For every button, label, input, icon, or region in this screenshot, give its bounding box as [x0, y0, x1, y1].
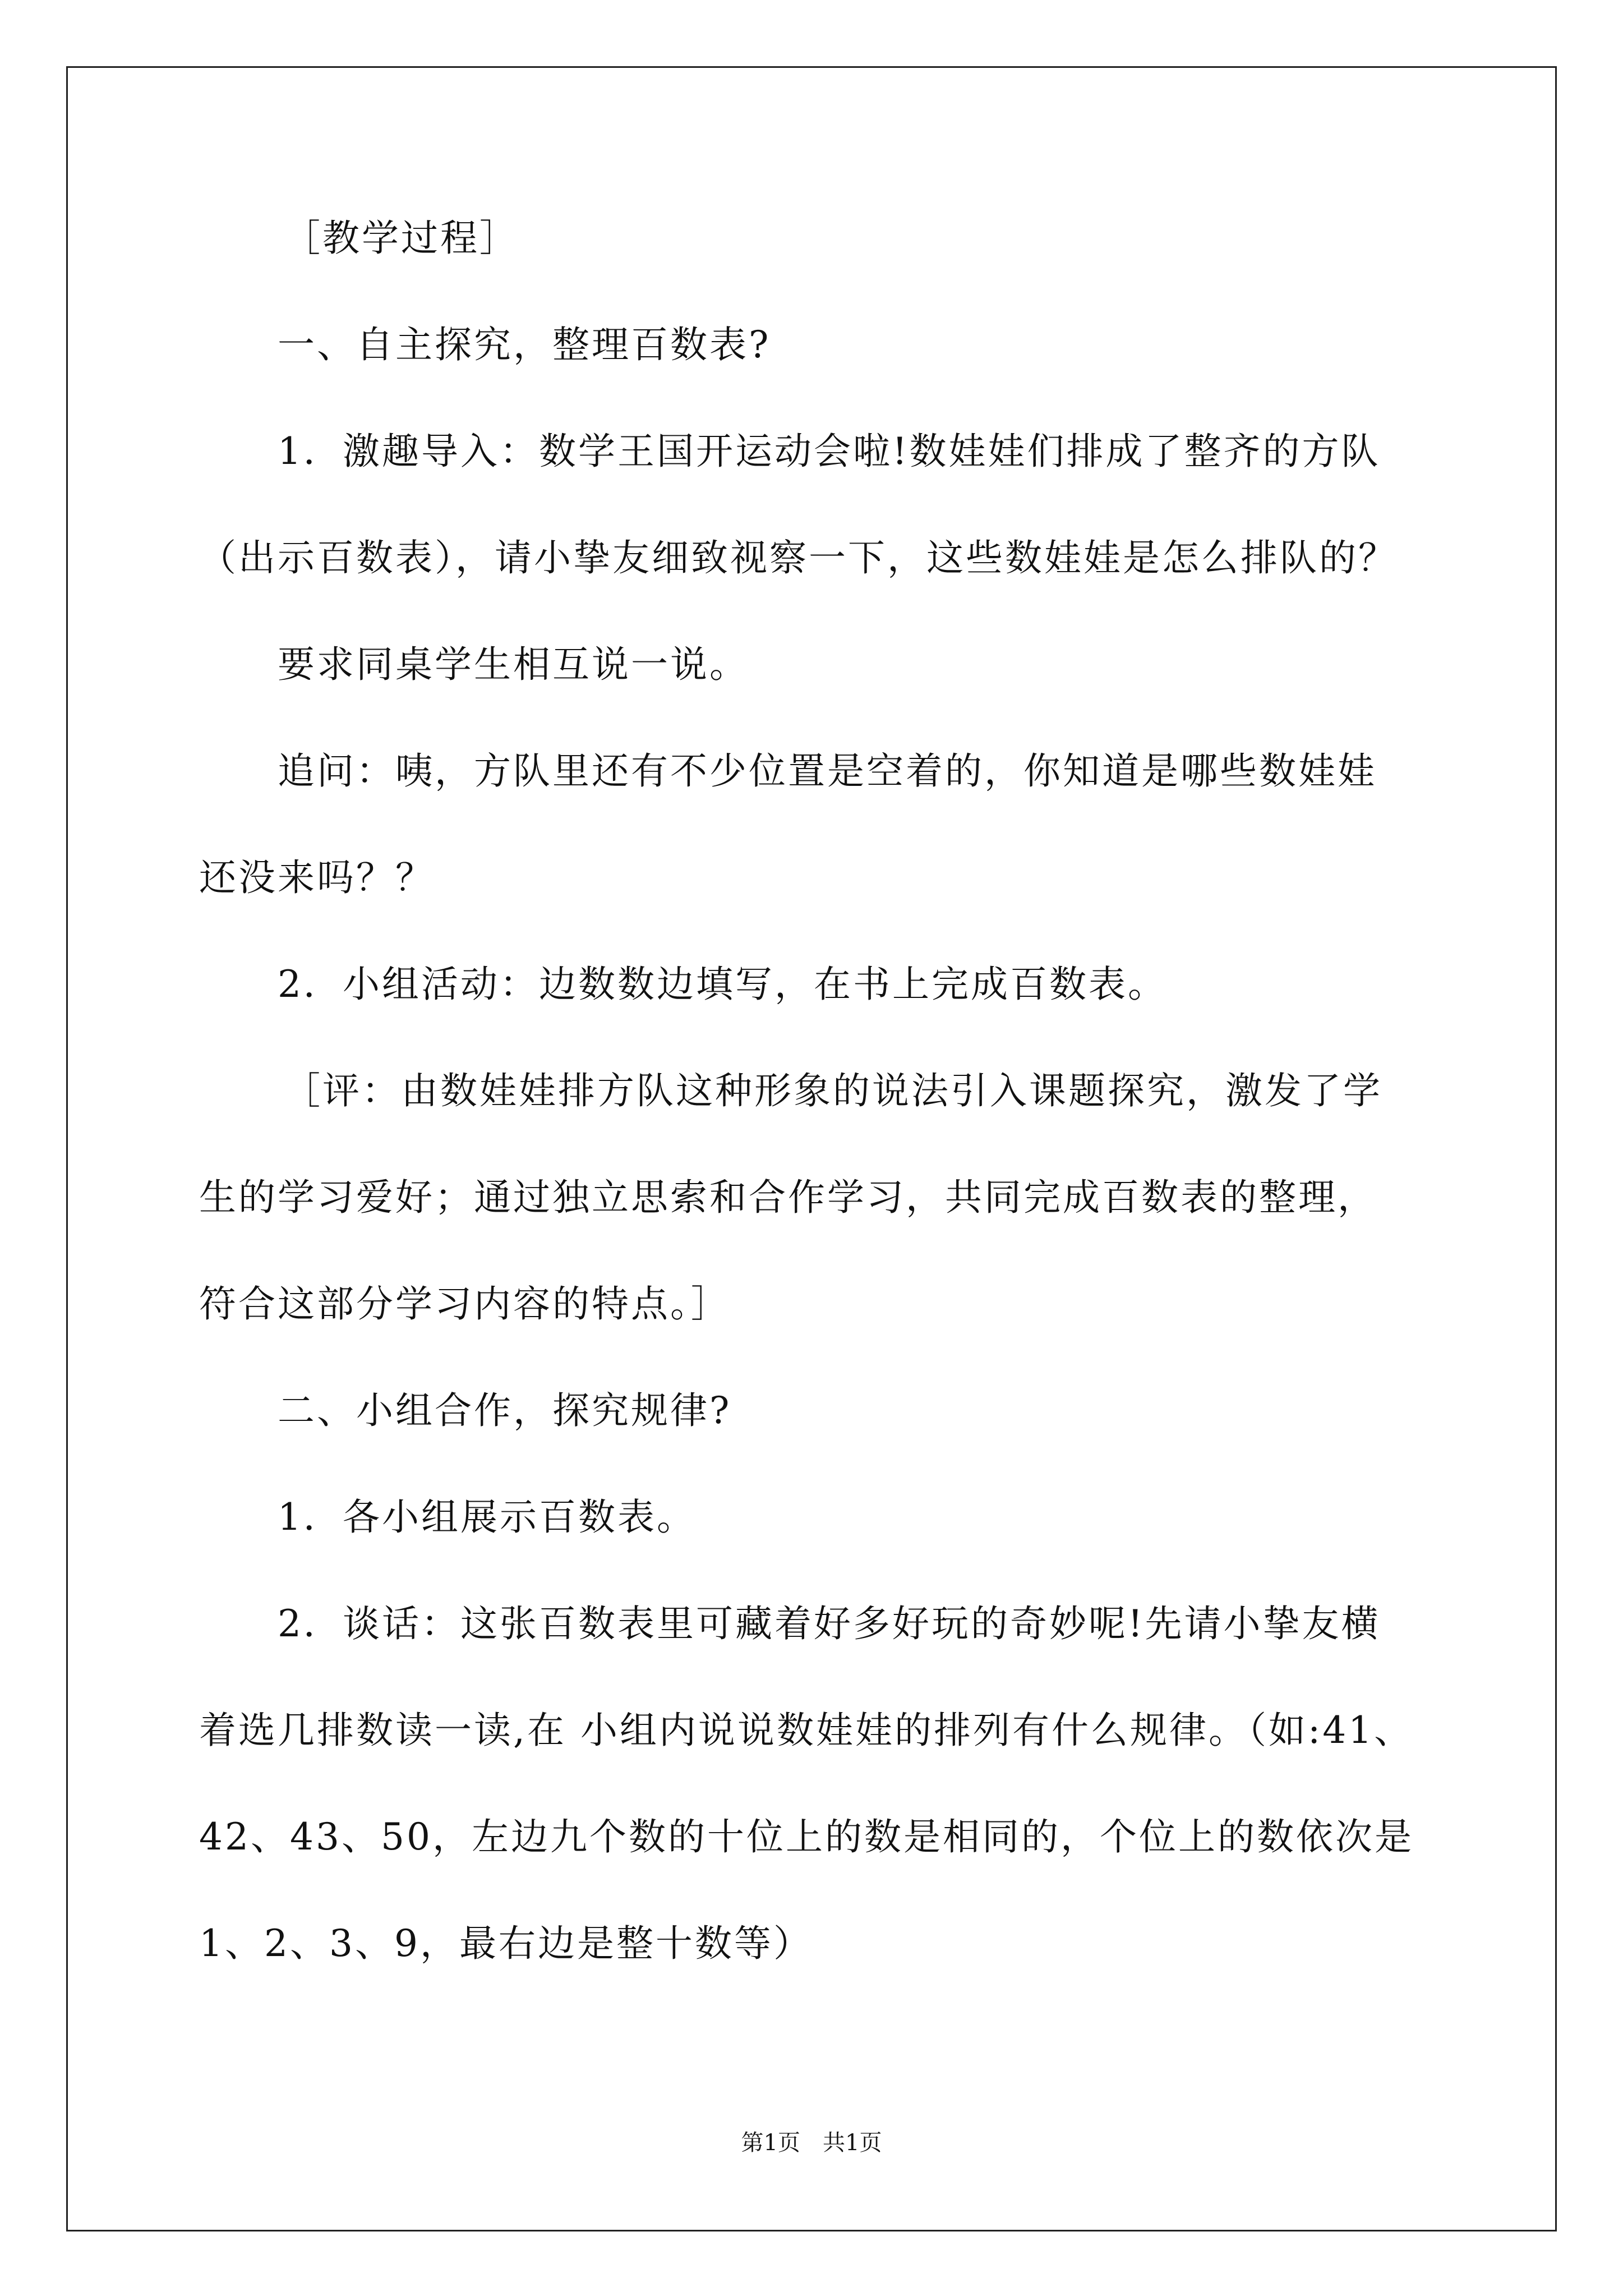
paragraph-line: 着选几排数读一读,在 小组内说说数娃娃的排列有什么规律。（如:41、	[199, 1709, 1414, 1752]
paragraph-line: 42、43、50，左边九个数的十位上的数是相同的，个位上的数依次是	[199, 1815, 1414, 1858]
paragraph-line: 还没来吗？？	[199, 856, 435, 899]
paragraph-line: 1．各小组展示百数表。	[278, 1496, 696, 1539]
paragraph-line: 追问：咦，方队里还有不少位置是空着的，你知道是哪些数娃娃	[278, 749, 1377, 793]
heading-part-one: 一、自主探究，整理百数表?	[278, 323, 771, 366]
paragraph-line: 1．激趣导入：数学王国开运动会啦!数娃娃们排成了整齐的方队	[278, 430, 1381, 473]
section-heading-teaching-process: ［教学过程］	[283, 217, 519, 260]
paragraph-line: 1、2、3、9，最右边是整十数等）	[199, 1922, 813, 1965]
paragraph-line: 要求同桌学生相互说一说。	[278, 643, 749, 686]
paragraph-line: 2．小组活动：边数数边填写，在书上完成百数表。	[278, 963, 1167, 1006]
heading-part-two: 二、小组合作，探究规律?	[278, 1389, 732, 1432]
page-border	[66, 66, 1557, 2231]
page-footer: 第1页 共1页	[741, 2130, 882, 2156]
comment-line: 符合这部分学习内容的特点。］	[199, 1282, 730, 1326]
comment-line: 生的学习爱好；通过独立思索和合作学习，共同完成百数表的整理，	[199, 1176, 1377, 1219]
comment-line: ［评：由数娃娃排方队这种形象的说法引入课题探究，激发了学	[283, 1069, 1382, 1112]
paragraph-line: 2．谈话：这张百数表里可藏着好多好玩的奇妙呢!先请小挚友横	[278, 1602, 1381, 1645]
paragraph-line: （出示百数表），请小挚友细致视察一下，这些数娃娃是怎么排队的？	[199, 536, 1398, 579]
